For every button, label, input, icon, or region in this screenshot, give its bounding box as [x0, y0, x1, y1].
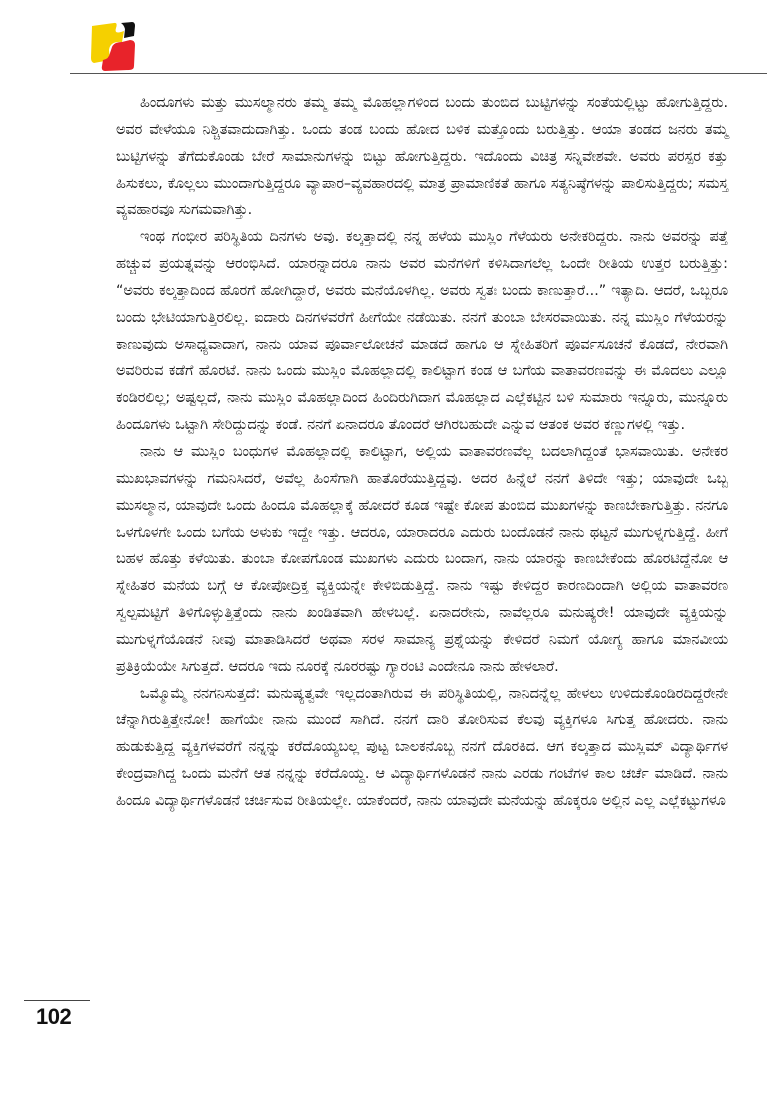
- article-body: [116, 90, 728, 815]
- paragraph: ಇಂಥ ಗಂಭೀರ ಪರಿಸ್ಥಿತಿಯ ದಿನಗಳು ಅವು. ಕಲ್ಕತ್ತಾದಲ್ಲಿ ನನ್ನ ಹಳೆಯ ಮುಸ್ಲಿಂ ಗೆಳೆಯರು ಅನೇಕರಿದ್ದರು. ನಾನು ಅವರನ್ನು ಪತ್ತೆ ಹಚ್ಚುವ ಪ್ರಯತ್ನವನ್ನು ಆರಂಭಿಸಿದೆ. ಯಾರನ್ನಾದರೂ ನಾನು ಅವರ ಮನೆಗಳಿಗೆ ಕಳಿಸಿದಾಗಲೆಲ್ಲ ಒಂದೇ ರೀತಿಯ ಉತ್ತರ ಬರುತ್ತಿತ್ತು: “ಅವರು ಕಲ್ಕತ್ತಾದಿಂದ ಹೊರಗೆ ಹೋಗಿದ್ದಾರೆ, ಅವರು ಮನೆಯೊಳಗಿಲ್ಲ. ಅವರು ಸ್ವತಃ ಬಂದು ಕಾಣುತ್ತಾರೆ...” ಇತ್ಯಾದಿ. ಆದರೆ, ಒಬ್ಬರೂ ಬಂದು ಭೇಟಿಯಾಗುತ್ತಿರಲಿಲ್ಲ. ಐದಾರು ದಿನಗಳವರೆಗೆ ಹೀಗೆಯೇ ನಡೆಯಿತು. ನನಗೆ ತುಂಬಾ ಬೇಸರವಾಯಿತು. ನನ್ನ ಮುಸ್ಲಿಂ ಗೆಳೆಯರನ್ನು ಕಾಣುವುದು ಅಸಾಧ್ಯವಾದಾಗ, ನಾನು ಯಾವ ಪೂರ್ವಾಲೋಚನೆ ಮಾಡದೆ ಹಾಗೂ ಆ ಸ್ನೇಹಿತರಿಗೆ ಪೂರ್ವಸೂಚನೆ ಕೊಡದೆ, ನೇರವಾಗಿ ಅವರಿರುವ ಕಡೆಗೆ ಹೊರಟೆ. ನಾನು ಒಂದು ಮುಸ್ಲಿಂ ಮೊಹಲ್ಲಾದಲ್ಲಿ ಕಾಲಿಟ್ಟಾಗ ಕಂಡ ಆ ಬಗೆಯ ವಾತಾವರಣವನ್ನು ಈ ಮೊದಲು ಎಲ್ಲೂ ಕಂಡಿರಲಿಲ್ಲ; ಅಷ್ಟಲ್ಲದೆ, ನಾನು ಮುಸ್ಲಿಂ ಮೊಹಲ್ಲಾದಿಂದ ಹಿಂದಿರುಗಿದಾಗ ಮೊಹಲ್ಲಾದ ಎಲ್ಲೆಕಟ್ಟಿನ ಬಳಿ ಸುಮಾರು ಇನ್ನೂರು, ಮುನ್ನೂರು ಹಿಂದೂಗಳು ಒಟ್ಟಾಗಿ ಸೇರಿದ್ದುದನ್ನು ಕಂಡೆ. ನನಗೆ ಏನಾದರೂ ತೊಂದರೆ ಆಗಿರಬಹುದೇ ಎನ್ನುವ ಆತಂಕ ಅವರ ಕಣ್ಣುಗಳಲ್ಲಿ ಇತ್ತು.: [116, 229, 728, 434]
- paragraph: ನಾನು ಆ ಮುಸ್ಲಿಂ ಬಂಧುಗಳ ಮೊಹಲ್ಲಾದಲ್ಲಿ ಕಾಲಿಟ್ಟಾಗ, ಅಲ್ಲಿಯ ವಾತಾವರಣವೆಲ್ಲ ಬದಲಾಗಿದ್ದಂತೆ ಭಾಸವಾಯಿತು. ಅನೇಕರ ಮುಖಭಾವಗಳನ್ನು ಗಮನಿಸಿದರೆ, ಅವೆಲ್ಲ ಹಿಂಸೆಗಾಗಿ ಹಾತೊರೆಯುತ್ತಿದ್ದವು. ಅದರ ಹಿನ್ನೆಲೆ ನನಗೆ ತಿಳಿದೇ ಇತ್ತು; ಯಾವುದೇ ಒಬ್ಬ ಮುಸಲ್ಮಾನ, ಯಾವುದೇ ಒಂದು ಹಿಂದೂ ಮೊಹಲ್ಲಾಕ್ಕೆ ಹೋದರೆ ಕೂಡ ಇಷ್ಟೇ ಕೋಪ ತುಂಬಿದ ಮುಖಗಳನ್ನು ಕಾಣಬೇಕಾಗುತ್ತಿತ್ತು. ನನಗೂ ಒಳಗೊಳಗೇ ಒಂದು ಬಗೆಯ ಅಳುಕು ಇದ್ದೇ ಇತ್ತು. ಆದರೂ, ಯಾರಾದರೂ ಎದುರು ಬಂದೊಡನೆ ನಾನು ಥಟ್ಟನೆ ಮುಗುಳ್ನಗುತ್ತಿದ್ದೆ. ಹೀಗೆ ಬಹಳ ಹೊತ್ತು ಕಳೆಯಿತು. ತುಂಬಾ ಕೋಪಗೊಂಡ ಮುಖಗಳು ಎದುರು ಬಂದಾಗ, ನಾನು ಯಾರನ್ನು ಕಾಣಬೇಕೆಂದು ಹೊರಟಿದ್ದೆನೋ ಆ ಸ್ನೇಹಿತರ ಮನೆಯ ಬಗ್ಗೆ ಆ ಕೋಪೋದ್ರಿಕ್ತ ವ್ಯಕ್ತಿಯನ್ನೇ ಕೇಳಿಬಿಡುತ್ತಿದ್ದೆ. ನಾನು ಇಷ್ಟು ಕೇಳಿದ್ದರ ಕಾರಣದಿಂದಾಗಿ ಅಲ್ಲಿಯ ವಾತಾವರಣ ಸ್ವಲ್ಪಮಟ್ಟಿಗೆ ತಿಳಿಗೊಳ್ಳುತ್ತಿತ್ತೆಂದು ನಾನು ಖಂಡಿತವಾಗಿ ಹೇಳಬಲ್ಲೆ. ಏನಾದರೇನು, ನಾವೆಲ್ಲರೂ ಮನುಷ್ಯರೇ! ಯಾವುದೇ ವ್ಯಕ್ತಿಯನ್ನು ಮುಗುಳ್ನಗೆಯೊಡನೆ ನೀವು ಮಾತಾಡಿಸಿದರೆ ಅಥವಾ ಸರಳ ಸಾಮಾನ್ಯ ಪ್ರಶ್ನೆಯನ್ನು ಕೇಳಿದರೆ ನಿಮಗೆ ಯೋಗ್ಯ ಹಾಗೂ ಮಾನವೀಯ ಪ್ರತಿಕ್ರಿಯೆಯೇ ಸಿಗುತ್ತದೆ. ಆದರೂ ಇದು ನೂರಕ್ಕೆ ನೂರರಷ್ಟು ಗ್ಯಾರಂಟಿ ಎಂದೇನೂ ನಾನು ಹೇಳಲಾರೆ.: [116, 443, 728, 675]
- header-rule: [70, 73, 767, 74]
- page-number-rule: [24, 1000, 90, 1001]
- page-number: 102: [36, 1004, 72, 1029]
- paragraph: ಒಮ್ಮೊಮ್ಮೆ ನನಗನಿಸುತ್ತದೆ: ಮನುಷ್ಯತ್ವವೇ ಇಲ್ಲದಂತಾಗಿರುವ ಈ ಪರಿಸ್ಥಿತಿಯಲ್ಲಿ, ನಾನಿದನ್ನೆಲ್ಲ ಹೇಳಲು ಉಳಿದುಕೊಂಡಿರದಿದ್ದರೇನೇ ಚೆನ್ನಾಗಿರುತ್ತಿತ್ತೇನೋ! ಹಾಗೆಯೇ ನಾನು ಮುಂದೆ ಸಾಗಿದೆ. ನನಗೆ ದಾರಿ ತೋರಿಸುವ ಕೆಲವು ವ್ಯಕ್ತಿಗಳೂ ಸಿಗುತ್ತ ಹೋದರು. ನಾನು ಹುಡುಕುತ್ತಿದ್ದ ವ್ಯಕ್ತಿಗಳವರೆಗೆ ನನ್ನನ್ನು ಕರೆದೊಯ್ಯಬಲ್ಲ ಪುಟ್ಟ ಬಾಲಕನೊಬ್ಬ ನನಗೆ ದೊರಕಿದ. ಆಗ ಕಲ್ಕತ್ತಾದ ಮುಸ್ಲಿಮ್ ವಿದ್ಯಾರ್ಥಿಗಳ ಕೇಂದ್ರವಾಗಿದ್ದ ಒಂದು ಮನೆಗೆ ಆತ ನನ್ನನ್ನು ಕರೆದೊಯ್ದ. ಆ ವಿದ್ಯಾರ್ಥಿಗಳೊಡನೆ ನಾನು ಎರಡು ಗಂಟೆಗಳ ಕಾಲ ಚರ್ಚೆ ಮಾಡಿದೆ. ನಾನು ಹಿಂದೂ ವಿದ್ಯಾರ್ಥಿಗಳೊಡನೆ ಚರ್ಚಿಸುವ ರೀತಿಯಲ್ಲೇ. ಯಾಕೆಂದರೆ, ನಾನು ಯಾವುದೇ ಮನೆಯನ್ನು ಹೊಕ್ಕರೂ ಅಲ್ಲಿನ ಎಲ್ಲ ಎಲ್ಲೆಕಟ್ಟುಗಳೂ: [116, 685, 728, 809]
- paragraph: ಹಿಂದೂಗಳು ಮತ್ತು ಮುಸಲ್ಮಾನರು ತಮ್ಮ ತಮ್ಮ ಮೊಹಲ್ಲಾಗಳಿಂದ ಬಂದು ತುಂಬಿದ ಬುಟ್ಟಿಗಳನ್ನು ಸಂತೆಯಲ್ಲಿಟ್ಟು ಹೋಗುತ್ತಿದ್ದರು. ಅವರ ವೇಳೆಯೂ ನಿಶ್ಚಿತವಾದುದಾಗಿತ್ತು. ಒಂದು ತಂಡ ಬಂದು ಹೋದ ಬಳಿಕ ಮತ್ತೊಂದು ಬರುತ್ತಿತ್ತು. ಆಯಾ ತಂಡದ ಜನರು ತಮ್ಮ ಬುಟ್ಟಿಗಳನ್ನು ತೆಗೆದುಕೊಂಡು ಬೇರೆ ಸಾಮಾನುಗಳನ್ನು ಬಿಟ್ಟು ಹೋಗುತ್ತಿದ್ದರು. ಇದೊಂದು ವಿಚಿತ್ರ ಸನ್ನಿವೇಶವೇ. ಅವರು ಪರಸ್ಪರ ಕತ್ತು ಹಿಸುಕಲು, ಕೊಲ್ಲಲು ಮುಂದಾಗುತ್ತಿದ್ದರೂ ವ್ಯಾಪಾರ–ವ್ಯವಹಾರದಲ್ಲಿ ಮಾತ್ರ ಪ್ರಾಮಾಣಿಕತೆ ಹಾಗೂ ಸತ್ಯನಿಷ್ಠೆಗಳನ್ನು ಪಾಲಿಸುತ್ತಿದ್ದರು; ಸಮಸ್ತ ವ್ಯವಹಾರವೂ ಸುಗಮವಾಗಿತ್ತು.: [116, 95, 728, 219]
- publisher-logo: [88, 20, 136, 72]
